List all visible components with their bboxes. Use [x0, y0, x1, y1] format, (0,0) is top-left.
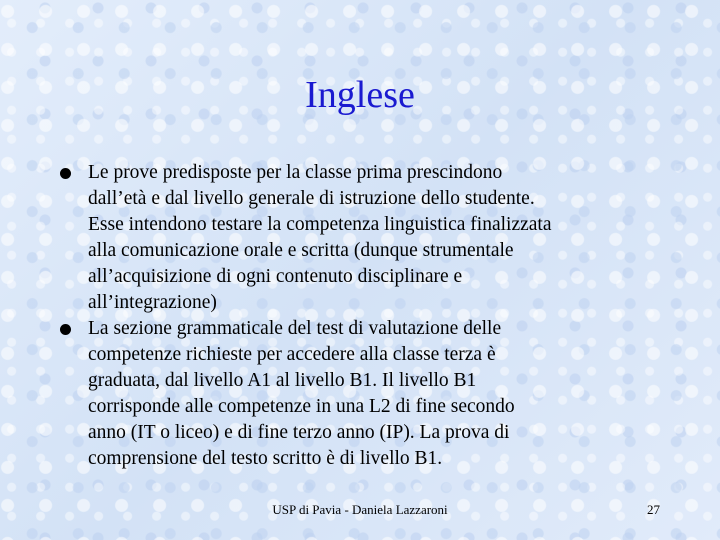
bullet-item-1	[60, 160, 670, 316]
bullet-line: all’acquisizione di ogni contenuto disciplinare e	[88, 266, 463, 287]
bullet-dot-icon	[60, 324, 71, 335]
bullet-item-2	[60, 316, 670, 472]
bullet-line: dall’età e dal livello generale di istruzione dello studente.	[88, 188, 535, 209]
slide-title: Inglese	[305, 74, 415, 116]
bullet-line: La sezione grammaticale del test di valutazione delle	[88, 318, 502, 339]
slide-footer: USP di Pavia - Daniela Lazzaroni	[272, 502, 448, 517]
bullet-line: corrisponde alle competenze in una L2 di fine secondo	[88, 396, 515, 417]
bullet-line: anno (IT o liceo) e di fine terzo anno (IP). La prova di	[88, 422, 510, 443]
bullet-line: alla comunicazione orale e scritta (dunque strumentale	[88, 240, 514, 261]
bullet-line: graduata, dal livello A1 al livello B1. Il livello B1	[88, 370, 477, 391]
bullet-dot-icon	[60, 168, 71, 179]
bullet-list	[60, 160, 670, 472]
page-number: 27	[647, 502, 660, 517]
bullet-line: comprensione del testo scritto è di livello B1.	[88, 448, 443, 469]
bullet-line: Le prove predisposte per la classe prima prescindono	[88, 162, 503, 183]
bullet-line: Esse intendono testare la competenza linguistica finalizzata	[88, 214, 552, 235]
bullet-line: all’integrazione)	[88, 292, 217, 313]
bullet-line: competenze richieste per accedere alla classe terza è	[88, 344, 496, 365]
